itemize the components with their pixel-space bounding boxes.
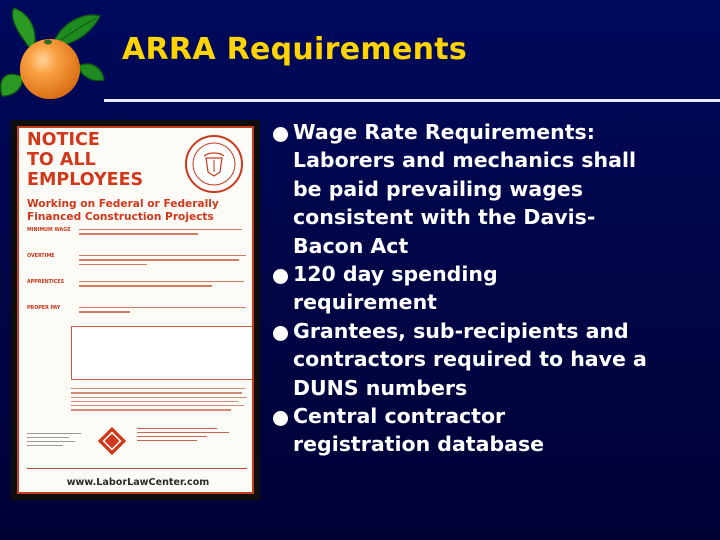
poster-rows	[27, 228, 249, 332]
department-of-labor-seal-icon	[184, 134, 244, 194]
poster-row-label: APPRENTICES	[27, 280, 65, 285]
poster-order-line	[27, 468, 249, 472]
bullet-text	[293, 402, 713, 459]
bullet-line: Central contractor	[293, 404, 506, 429]
poster-row-label: MINIMUM WAGE	[27, 228, 71, 233]
notice-poster-image	[11, 120, 260, 500]
poster-row	[27, 306, 249, 327]
bullet-line: 120 day spending	[293, 262, 498, 287]
poster-blank-box	[71, 326, 253, 380]
bullet-text	[293, 118, 713, 260]
bullet-dot-icon	[273, 326, 288, 341]
poster-row-label: PROPER PAY	[27, 306, 61, 311]
bullet-text	[293, 260, 713, 317]
slide-title: ARRA Requirements	[122, 32, 468, 67]
bullet-text	[293, 317, 713, 402]
poster-office-text	[137, 428, 237, 444]
poster-row	[27, 228, 249, 249]
poster-row-text	[79, 307, 249, 316]
bullet-item	[268, 260, 713, 317]
poster-row	[27, 254, 249, 275]
poster-row-text	[79, 281, 249, 290]
bullet-line: Grantees, sub-recipients and	[293, 318, 629, 343]
poster-footnote	[27, 433, 87, 449]
bullet-dot-icon	[273, 411, 288, 426]
bullet-list	[268, 118, 713, 459]
poster-row	[27, 280, 249, 301]
poster-heading	[27, 130, 167, 190]
bullet-item	[268, 118, 713, 260]
poster-url: www.LaborLawCenter.com	[66, 477, 210, 488]
bullet-line: Wage Rate Requirements:	[293, 120, 595, 144]
bullet-line: Bacon Act	[293, 233, 409, 258]
bullet-line: consistent with the Davis-	[293, 205, 596, 230]
title-divider	[104, 99, 720, 102]
orange-with-leaves-icon	[0, 6, 105, 106]
poster-heading-line: TO ALL	[27, 150, 96, 170]
bullet-line: Laborers and mechanics shall	[293, 148, 636, 173]
labor-department-emblem-icon	[95, 424, 129, 458]
poster-lower-text	[71, 388, 249, 414]
bullet-dot-icon	[273, 269, 288, 284]
bullet-line: requirement	[293, 290, 437, 315]
poster-row-label: OVERTIME	[27, 254, 55, 259]
poster-paper	[17, 126, 254, 494]
poster-subheading-line: Working on Federal or Federally	[27, 198, 219, 210]
bullet-dot-icon	[273, 127, 288, 142]
bullet-line: contractors required to have a	[293, 347, 647, 372]
poster-heading-line: NOTICE	[27, 130, 100, 150]
bullet-item	[268, 402, 713, 459]
poster-subheading	[27, 198, 252, 224]
bullet-item	[268, 317, 713, 402]
poster-row-text	[79, 255, 249, 268]
poster-row-text	[79, 229, 249, 238]
bullet-line: be paid prevailing wages	[293, 176, 583, 201]
poster-heading-line: EMPLOYEES	[27, 170, 144, 190]
bullet-line: DUNS numbers	[293, 375, 468, 400]
poster-subheading-line: Financed Construction Projects	[27, 211, 214, 223]
bullet-line: registration database	[293, 432, 545, 457]
